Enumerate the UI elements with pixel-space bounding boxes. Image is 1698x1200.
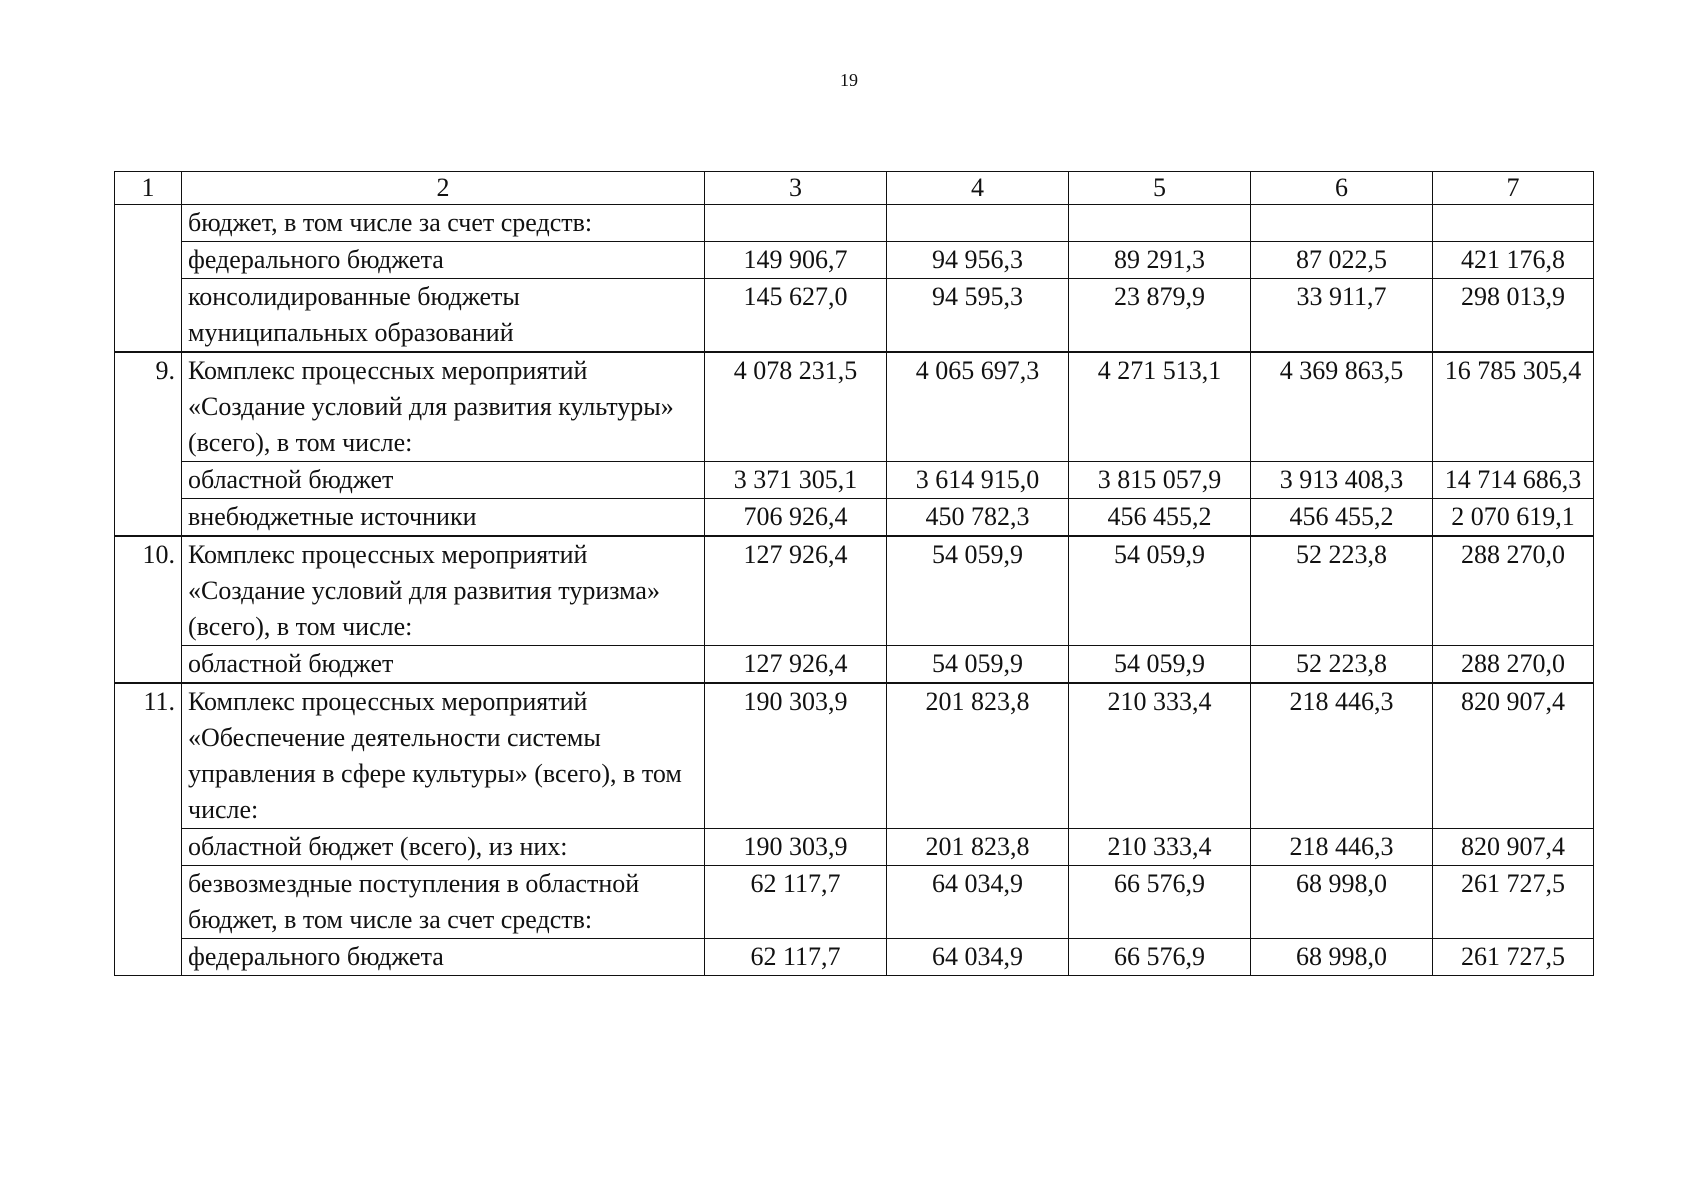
table-header-row (115, 172, 1594, 205)
value-cell: 218 446,3 (1251, 683, 1433, 829)
value-cell: 190 303,9 (705, 829, 887, 866)
value-cell: 288 270,0 (1433, 536, 1594, 646)
value-cell: 64 034,9 (887, 939, 1069, 976)
value-cell: 68 998,0 (1251, 866, 1433, 939)
value-cell: 201 823,8 (887, 829, 1069, 866)
value-cell: 149 906,7 (705, 242, 887, 279)
table-row (115, 646, 1594, 684)
table-row (115, 205, 1594, 242)
value-cell: 261 727,5 (1433, 939, 1594, 976)
row-label: внебюджетные источники (182, 499, 705, 537)
value-cell: 127 926,4 (705, 536, 887, 646)
budget-table (114, 171, 1594, 976)
column-header: 6 (1251, 172, 1433, 205)
value-cell: 54 059,9 (1069, 536, 1251, 646)
value-cell: 145 627,0 (705, 279, 887, 353)
value-cell: 52 223,8 (1251, 536, 1433, 646)
value-cell: 16 785 305,4 (1433, 352, 1594, 462)
value-cell: 94 956,3 (887, 242, 1069, 279)
value-cell: 288 270,0 (1433, 646, 1594, 684)
value-cell: 14 714 686,3 (1433, 462, 1594, 499)
row-label: Комплекс процессных мероприятий «Создание условий для развития туризма» (всего), в том числе: (182, 536, 705, 646)
table-row (115, 829, 1594, 866)
value-cell: 4 078 231,5 (705, 352, 887, 462)
value-cell (1069, 205, 1251, 242)
value-cell: 3 371 305,1 (705, 462, 887, 499)
value-cell: 94 595,3 (887, 279, 1069, 353)
value-cell: 66 576,9 (1069, 939, 1251, 976)
row-number: 11. (115, 683, 182, 976)
column-header: 7 (1433, 172, 1594, 205)
table-row (115, 866, 1594, 939)
table-row (115, 499, 1594, 537)
value-cell: 706 926,4 (705, 499, 887, 537)
table-row (115, 279, 1594, 353)
value-cell: 450 782,3 (887, 499, 1069, 537)
row-label: консолидированные бюджеты муниципальных образований (182, 279, 705, 353)
value-cell (1433, 205, 1594, 242)
value-cell: 54 059,9 (1069, 646, 1251, 684)
value-cell: 66 576,9 (1069, 866, 1251, 939)
value-cell: 820 907,4 (1433, 829, 1594, 866)
table-row (115, 536, 1594, 646)
row-label: областной бюджет (всего), из них: (182, 829, 705, 866)
column-header: 5 (1069, 172, 1251, 205)
value-cell: 456 455,2 (1069, 499, 1251, 537)
row-label: безвозмездные поступления в областной бюджет, в том числе за счет средств: (182, 866, 705, 939)
value-cell: 210 333,4 (1069, 683, 1251, 829)
value-cell: 218 446,3 (1251, 829, 1433, 866)
value-cell: 3 815 057,9 (1069, 462, 1251, 499)
value-cell: 68 998,0 (1251, 939, 1433, 976)
value-cell: 127 926,4 (705, 646, 887, 684)
value-cell: 190 303,9 (705, 683, 887, 829)
value-cell: 4 271 513,1 (1069, 352, 1251, 462)
value-cell: 87 022,5 (1251, 242, 1433, 279)
value-cell (887, 205, 1069, 242)
column-header: 2 (182, 172, 705, 205)
row-label: Комплекс процессных мероприятий «Создание условий для развития культуры» (всего), в том числе: (182, 352, 705, 462)
row-label: бюджет, в том числе за счет средств: (182, 205, 705, 242)
value-cell: 33 911,7 (1251, 279, 1433, 353)
value-cell: 820 907,4 (1433, 683, 1594, 829)
value-cell: 62 117,7 (705, 866, 887, 939)
value-cell: 261 727,5 (1433, 866, 1594, 939)
value-cell: 456 455,2 (1251, 499, 1433, 537)
value-cell (1251, 205, 1433, 242)
value-cell: 3 913 408,3 (1251, 462, 1433, 499)
row-label: федерального бюджета (182, 939, 705, 976)
row-label: областной бюджет (182, 462, 705, 499)
value-cell: 89 291,3 (1069, 242, 1251, 279)
value-cell: 23 879,9 (1069, 279, 1251, 353)
value-cell: 54 059,9 (887, 646, 1069, 684)
row-label: Комплекс процессных мероприятий «Обеспечение деятельности системы управления в сфере культуры» (всего), в том числе: (182, 683, 705, 829)
value-cell: 62 117,7 (705, 939, 887, 976)
value-cell: 298 013,9 (1433, 279, 1594, 353)
value-cell: 210 333,4 (1069, 829, 1251, 866)
page-number: 19 (840, 70, 858, 90)
row-number (115, 205, 182, 353)
table-row (115, 683, 1594, 829)
value-cell: 2 070 619,1 (1433, 499, 1594, 537)
table-row (115, 462, 1594, 499)
column-header: 3 (705, 172, 887, 205)
value-cell: 421 176,8 (1433, 242, 1594, 279)
value-cell (705, 205, 887, 242)
table-row (115, 242, 1594, 279)
row-number: 9. (115, 352, 182, 536)
table-row (115, 939, 1594, 976)
value-cell: 4 369 863,5 (1251, 352, 1433, 462)
column-header: 1 (115, 172, 182, 205)
row-label: федерального бюджета (182, 242, 705, 279)
row-number: 10. (115, 536, 182, 683)
value-cell: 201 823,8 (887, 683, 1069, 829)
row-label: областной бюджет (182, 646, 705, 684)
value-cell: 52 223,8 (1251, 646, 1433, 684)
column-header: 4 (887, 172, 1069, 205)
value-cell: 64 034,9 (887, 866, 1069, 939)
value-cell: 4 065 697,3 (887, 352, 1069, 462)
value-cell: 54 059,9 (887, 536, 1069, 646)
table-row (115, 352, 1594, 462)
value-cell: 3 614 915,0 (887, 462, 1069, 499)
